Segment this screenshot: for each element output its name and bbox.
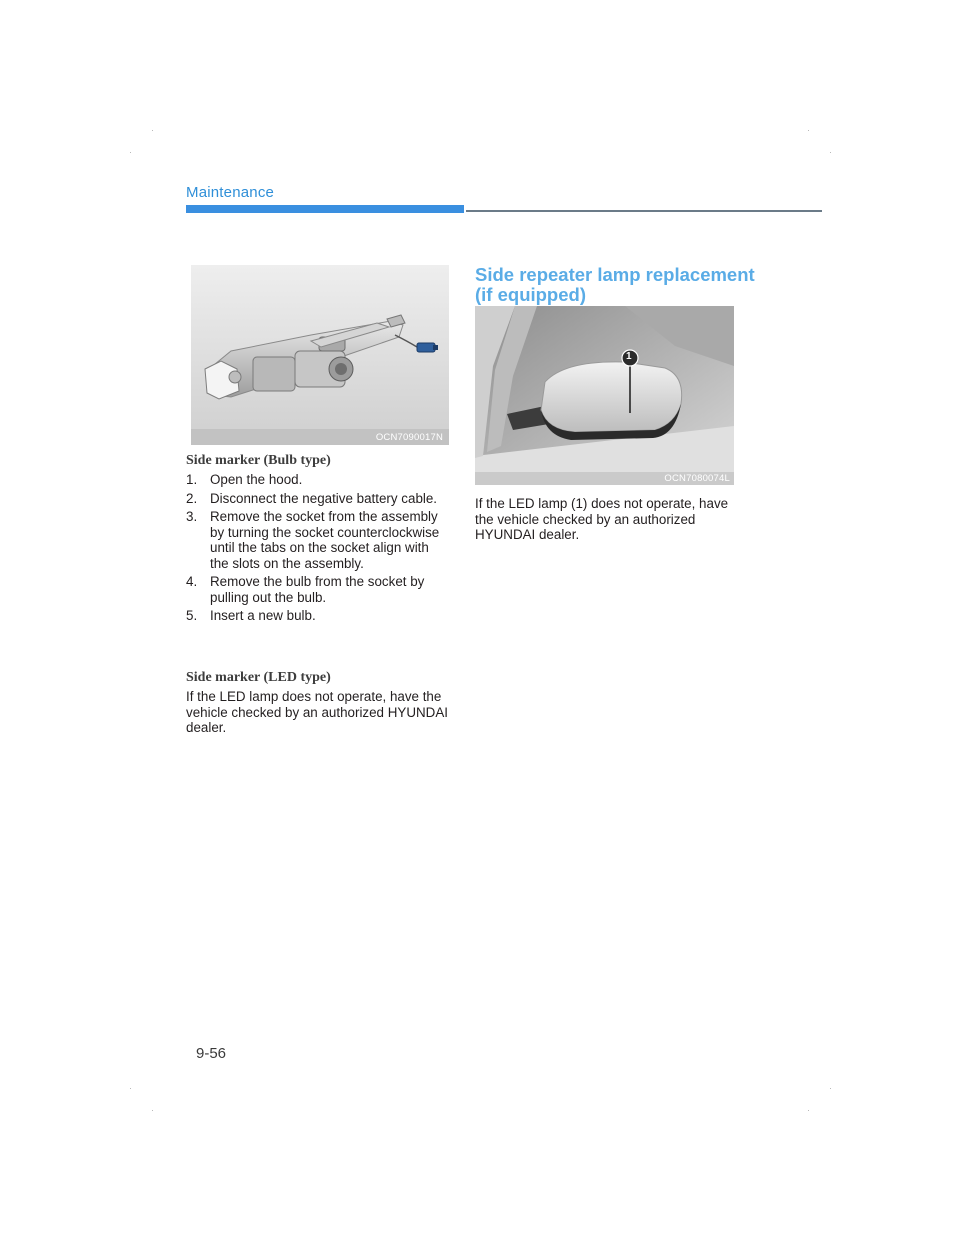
crop-mark: [152, 1110, 153, 1111]
crop-mark: [130, 152, 131, 153]
list-item: 2. Disconnect the negative battery cable.: [186, 490, 438, 506]
side-repeater-figure: [475, 306, 734, 485]
side-repeater-heading: Side repeater lamp replacement (if equipped): [475, 264, 755, 305]
callout-number: 1: [626, 351, 632, 362]
led-type-text: If the LED lamp does not operate, have the vehicle checked by an authorized HYUNDAI dealer.: [186, 689, 448, 735]
page-number: 9-56: [196, 1045, 227, 1062]
header-rule-accent: [186, 205, 464, 213]
list-item: 3. Remove the socket from the assembly by turning the socket counterclockwise until the tabs on the socket align with the slots on the assembly.: [186, 509, 440, 571]
bulb-type-heading: Side marker (Bulb type): [186, 453, 331, 468]
list-item: 5. Insert a new bulb.: [186, 608, 316, 623]
crop-mark: [130, 1088, 131, 1089]
header-rule: [466, 210, 822, 212]
lamp-assembly-illustration: [191, 265, 449, 445]
crop-mark: [830, 1088, 831, 1089]
figure-code: OCN7090017N: [375, 432, 443, 443]
list-item: 4. Remove the bulb from the socket by pulling out the bulb.: [186, 574, 425, 605]
crop-mark: [152, 130, 153, 131]
bulb-steps: [186, 472, 448, 627]
crop-mark: [808, 130, 809, 131]
side-marker-figure: [191, 265, 449, 445]
led-type-heading: Side marker (LED type): [186, 670, 331, 685]
list-item: 1. Open the hood.: [186, 472, 303, 487]
crop-mark: [830, 152, 831, 153]
side-repeater-text: If the LED lamp (1) does not operate, have the vehicle checked by an authorized HYUNDAI dealer.: [475, 496, 729, 542]
crop-mark: [808, 1110, 809, 1111]
section-title: Maintenance: [186, 184, 275, 201]
figure-code: OCN7080074L: [664, 473, 730, 484]
mirror-illustration: [475, 306, 734, 485]
